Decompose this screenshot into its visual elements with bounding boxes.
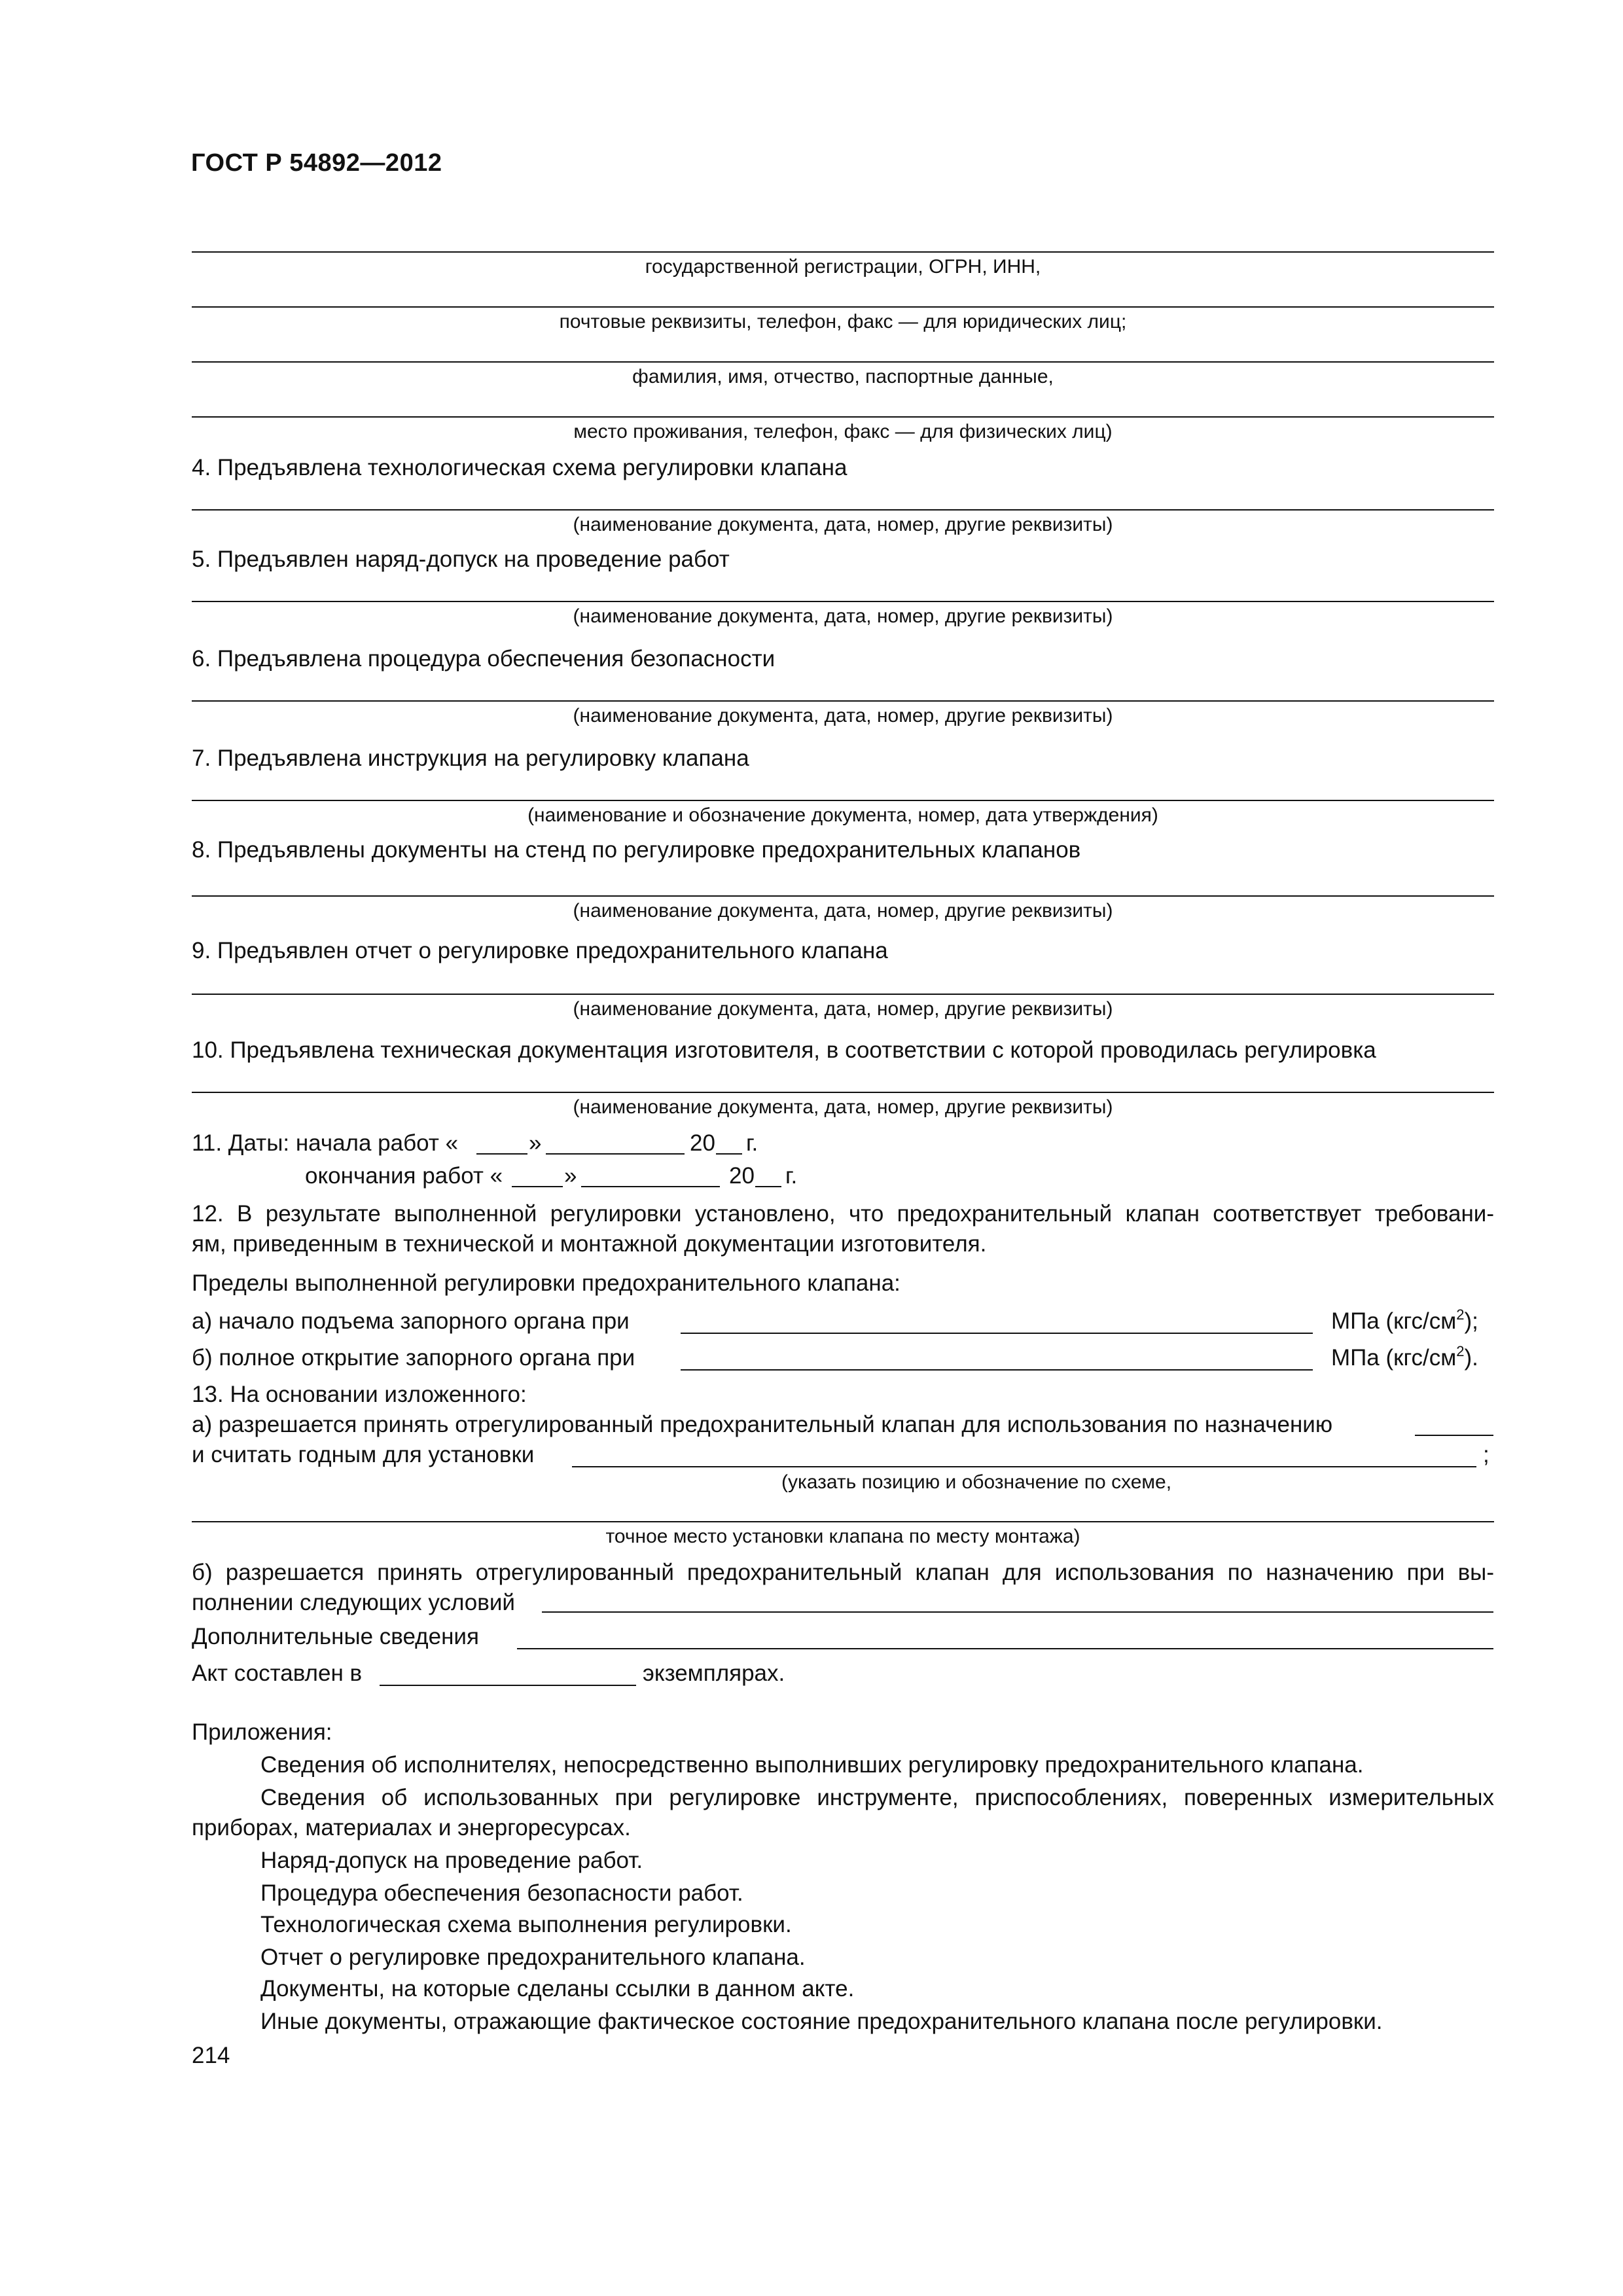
caption-doc-requisites: (наименование документа, дата, номер, другие реквизиты) [573,514,1113,535]
dates-start-label: 11. Даты: начала работ « [192,1130,459,1156]
appendix-item: Технологическая схема выполнения регулировки. [260,1912,792,1937]
purpose-blank[interactable] [1415,1435,1493,1436]
result-line-2: ям, приведенным в технической и монтажной документации изготовителя. [192,1231,987,1257]
item-5-text: 5. Предъявлен наряд-допуск на проведение работ [192,547,730,572]
caption-doc-requisites: (наименование документа, дата, номер, другие реквизиты) [573,705,1113,726]
semicolon: ; [1483,1442,1489,1467]
fill-line [192,800,1494,801]
caption-doc-requisites: (наименование документа, дата, номер, другие реквизиты) [573,1096,1113,1118]
caption-doc-requisites: (наименование документа, дата, номер, другие реквизиты) [573,998,1113,1020]
item-8-text: 8. Предъявлены документы на стенд по регулировке предохранительных клапанов [192,837,1081,863]
start-month-blank[interactable] [546,1153,685,1155]
appendix-item: Наряд-допуск на проведение работ. [260,1848,643,1873]
decision-heading: 13. На основании изложенного: [192,1382,527,1407]
fill-line [192,509,1494,511]
result-line-1: 12. В результате выполненной регулировки установлено, что предохранительный клапан соответствует требовани- [192,1201,1494,1227]
caption-doc-instruction: (наименование и обозначение документа, номер, дата утверждения) [527,804,1158,826]
act-copies-label: Акт составлен в [192,1660,363,1686]
appendix-item: Отчет о регулировке предохранительного клапана. [260,1945,806,1970]
caption-install-place: точное место установки клапана по месту монтажа) [605,1526,1080,1547]
item-9-text: 9. Предъявлен отчет о регулировке предохранительного клапана [192,938,888,963]
fill-line [192,994,1494,995]
fill-line [192,361,1494,363]
year-suffix: г. [785,1163,798,1189]
extra-info-blank[interactable] [517,1648,1493,1649]
item-4-text: 4. Предъявлена технологическая схема регулировки клапана [192,455,847,480]
quote-close: » [529,1130,542,1156]
caption-doc-requisites: (наименование документа, дата, номер, другие реквизиты) [573,605,1113,627]
item-6-text: 6. Предъявлена процедура обеспечения безопасности [192,646,776,672]
item-10-text: 10. Предъявлена техническая документация изготовителя, в соответствии с которой проводилась регулировка [192,1037,1376,1063]
decision-b-paragraph [192,1558,1494,1618]
year-prefix: 20 [690,1130,715,1156]
start-day-blank[interactable] [476,1153,527,1155]
limit-b-unit: МПа $(кгс/см^2)$. [1331,1343,1478,1371]
end-day-blank[interactable] [512,1186,563,1187]
end-year-blank[interactable] [755,1186,781,1187]
limit-b-blank[interactable] [681,1369,1313,1371]
extra-info-label: Дополнительные сведения [192,1624,479,1649]
fill-line [192,306,1494,308]
start-year-blank[interactable] [716,1153,742,1155]
fill-line [192,251,1494,253]
appendix-item: Иные документы, отражающие фактическое состояние предохранительного клапана после регулировки. [260,2009,1383,2034]
limit-a-unit: МПа $(кгс/см^2)$; [1331,1306,1478,1334]
year-suffix: г. [746,1130,758,1156]
quote-close: » [564,1163,577,1189]
caption-residence: место проживания, телефон, факс — для физических лиц) [573,421,1113,442]
appendix-item: приборах, материалах и энергоресурсах. [192,1815,631,1840]
caption-doc-requisites: (наименование документа, дата, номер, другие реквизиты) [573,900,1113,922]
appendix-item: Сведения об использованных при регулировке инструменте, приспособлениях, поверенных измерительных [260,1785,1494,1810]
fill-line [192,700,1494,702]
act-copies-suffix: экземплярах. [643,1660,785,1686]
year-prefix: 20 [729,1163,755,1189]
limit-a-label: а) начало подъема запорного органа при [192,1308,630,1334]
decision-b-line-1: б) разрешается принять отрегулированный предохранительный клапан для использования по назначению при вы- [192,1560,1494,1585]
decision-a-line-1: а) разрешается принять отрегулированный предохранительный клапан для использования по назначению [192,1412,1333,1437]
copies-count-blank[interactable] [380,1685,636,1686]
caption-postal: почтовые реквизиты, телефон, факс — для юридических лиц; [559,311,1127,332]
decision-b-line-2: полнении следующих условий [192,1590,515,1615]
fill-line [192,1092,1494,1093]
limit-a-blank[interactable] [681,1333,1313,1334]
page-number: 214 [192,2043,230,2068]
caption-position: (указать позицию и обозначение по схеме, [781,1471,1172,1493]
end-month-blank[interactable] [581,1186,720,1187]
caption-fio: фамилия, имя, отчество, паспортные данные, [632,366,1054,387]
appendix-item: Документы, на которые сделаны ссылки в данном акте. [260,1976,855,2001]
limits-heading: Пределы выполненной регулировки предохранительного клапана: [192,1270,901,1296]
caption-registration: государственной регистрации, ОГРН, ИНН, [645,256,1041,278]
decision-a-line-2: и считать годным для установки [192,1442,535,1467]
item-7-text: 7. Предъявлена инструкция на регулировку клапана [192,745,749,771]
conditions-blank[interactable] [542,1611,1493,1613]
fill-line [192,601,1494,602]
document-code-header: ГОСТ Р 54892—2012 [191,149,442,177]
fill-line [192,895,1494,897]
appendix-item-tools [192,1783,1494,1843]
fill-line [192,416,1494,418]
result-paragraph [192,1199,1494,1259]
installation-blank[interactable] [572,1466,1476,1467]
appendices-title: Приложения: [192,1719,332,1745]
fill-line [192,1521,1494,1522]
appendix-item: Процедура обеспечения безопасности работ. [260,1880,743,1906]
limit-b-label: б) полное открытие запорного органа при [192,1345,635,1371]
dates-end-label: окончания работ « [305,1163,503,1189]
appendix-item: Сведения об исполнителях, непосредственно выполнивших регулировку предохранительного клапана. [260,1752,1364,1778]
